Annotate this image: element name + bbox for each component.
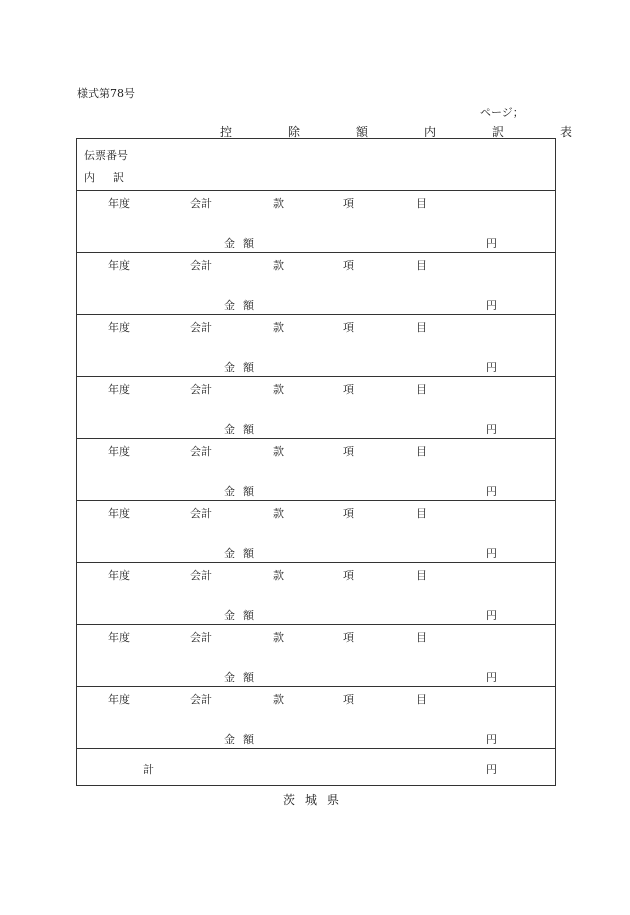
- amount-label: 金額: [224, 609, 262, 622]
- yen-label: 円: [486, 237, 497, 250]
- section-label: 項: [343, 693, 354, 706]
- account-label: 会計: [190, 259, 212, 272]
- account-label: 会計: [190, 445, 212, 458]
- entry-row: [77, 687, 555, 749]
- amount-label: 金額: [224, 361, 262, 374]
- account-label: 会計: [190, 383, 212, 396]
- subitem-label: 目: [416, 693, 427, 706]
- item-label: 款: [273, 197, 284, 210]
- item-label: 款: [273, 321, 284, 334]
- account-label: 会計: [190, 693, 212, 706]
- footer-issuer: 茨城県: [283, 793, 350, 807]
- form-number: 様式第78号: [77, 87, 135, 100]
- item-label: 款: [273, 631, 284, 644]
- section-label: 項: [343, 569, 354, 582]
- item-label: 款: [273, 259, 284, 272]
- item-label: 款: [273, 445, 284, 458]
- account-label: 会計: [190, 321, 212, 334]
- page-label: ページ；: [480, 106, 524, 119]
- account-label: 会計: [190, 631, 212, 644]
- yen-label: 円: [486, 423, 497, 436]
- entry-row: [77, 191, 555, 253]
- item-label: 款: [273, 693, 284, 706]
- amount-label: 金額: [224, 733, 262, 746]
- year-label: 年度: [108, 197, 130, 210]
- subitem-label: 目: [416, 631, 427, 644]
- section-label: 項: [343, 259, 354, 272]
- year-label: 年度: [108, 259, 130, 272]
- item-label: 款: [273, 569, 284, 582]
- total-yen-label: 円: [486, 763, 497, 776]
- entry-row: [77, 501, 555, 563]
- yen-label: 円: [486, 547, 497, 560]
- slip-number-label: 伝票番号: [84, 149, 128, 162]
- deduction-breakdown-table: [76, 138, 556, 786]
- subitem-label: 目: [416, 445, 427, 458]
- subitem-label: 目: [416, 569, 427, 582]
- year-label: 年度: [108, 445, 130, 458]
- subitem-label: 目: [416, 383, 427, 396]
- yen-label: 円: [486, 485, 497, 498]
- amount-label: 金額: [224, 423, 262, 436]
- section-label: 項: [343, 321, 354, 334]
- entry-row: [77, 439, 555, 501]
- amount-label: 金額: [224, 671, 262, 684]
- yen-label: 円: [486, 299, 497, 312]
- amount-label: 金額: [224, 547, 262, 560]
- account-label: 会計: [190, 569, 212, 582]
- yen-label: 円: [486, 671, 497, 684]
- section-label: 項: [343, 507, 354, 520]
- yen-label: 円: [486, 733, 497, 746]
- account-label: 会計: [190, 197, 212, 210]
- amount-label: 金額: [224, 485, 262, 498]
- item-label: 款: [273, 383, 284, 396]
- subitem-label: 目: [416, 197, 427, 210]
- year-label: 年度: [108, 631, 130, 644]
- section-label: 項: [343, 445, 354, 458]
- total-label: 計: [143, 763, 154, 776]
- total-row: [77, 749, 555, 787]
- yen-label: 円: [486, 609, 497, 622]
- amount-label: 金額: [224, 237, 262, 250]
- entry-row: [77, 315, 555, 377]
- entry-row: [77, 563, 555, 625]
- year-label: 年度: [108, 321, 130, 334]
- document-title: 控 除 額 内 訳 表: [220, 125, 595, 139]
- year-label: 年度: [108, 507, 130, 520]
- entry-row: [77, 253, 555, 315]
- year-label: 年度: [108, 383, 130, 396]
- section-label: 項: [343, 631, 354, 644]
- subitem-label: 目: [416, 507, 427, 520]
- item-label: 款: [273, 507, 284, 520]
- year-label: 年度: [108, 569, 130, 582]
- year-label: 年度: [108, 693, 130, 706]
- entry-row: [77, 625, 555, 687]
- breakdown-label: 内訳: [84, 171, 142, 184]
- subitem-label: 目: [416, 321, 427, 334]
- section-label: 項: [343, 197, 354, 210]
- header-row: [77, 139, 555, 191]
- yen-label: 円: [486, 361, 497, 374]
- section-label: 項: [343, 383, 354, 396]
- entry-row: [77, 377, 555, 439]
- subitem-label: 目: [416, 259, 427, 272]
- amount-label: 金額: [224, 299, 262, 312]
- account-label: 会計: [190, 507, 212, 520]
